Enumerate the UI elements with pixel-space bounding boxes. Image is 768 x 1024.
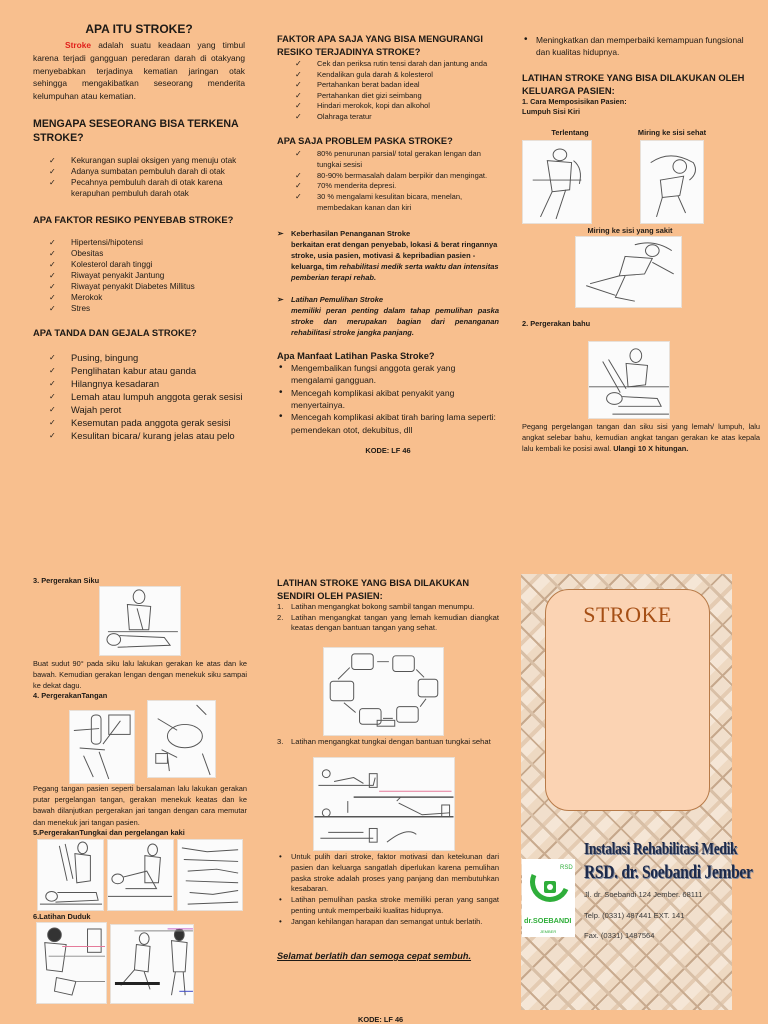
reduce-list [295,59,499,122]
list-item: ✓ Penglihatan kabur atau ganda [49,364,197,376]
self-exercise-list-continued [277,737,499,748]
hospital-name: RSD. dr. Soebandi Jember [584,862,753,883]
check-icon: ✓ [295,69,302,79]
list-item: ➢ Latihan Pemulihan Stroke memiliki peran penting dalam tahap pemulihan paska stroke dan merupakan bagian dari penanganan rehabilitasi stroke jangka panjang. [277,294,499,337]
list-item: ✓ Hilangnya kesadaran [49,377,160,389]
document-code-footer: KODE: LF 46 [358,1015,404,1024]
list-item: ✓ 80-90% bermasalah dalam berpikir dan mengingat. [295,170,488,180]
heading-benefits: Apa Manfaat Latihan Paska Stroke? [277,350,435,361]
check-icon: ✓ [49,281,56,291]
list-item: ✓ Merokok [49,292,103,302]
check-icon: ✓ [49,352,56,362]
bullet-icon: • [279,361,283,373]
positioning-sub: Lumpuh Sisi Kiri [522,106,580,116]
list-item: • Mencegah komplikasi akibat tirah baring lama seperti: pemendekan otot, dekubitus, dll [279,411,496,435]
list-item: ✓ Kesulitan bicara/ kurang jelas atau pelo [49,429,235,441]
bullet-icon: • [279,895,282,905]
cover-title: STROKE [583,602,672,627]
hospital-phone: Telp. (0331) 487441 EXT. 141 [584,911,685,920]
list-item: ✓ Kekurangan suplai oksigen yang menuju otak [49,155,237,165]
illustration-ankle-movement [177,839,243,911]
panel-what-is-stroke [33,22,245,442]
bullet-icon: • [524,34,528,45]
cover-title-frame [545,589,710,811]
list-item: ✓ Pusing, bingung [49,351,139,363]
check-icon: ✓ [295,111,302,121]
panel-family-exercises [522,34,752,117]
list-item: • Meningkatkan dan memperbaiki kemampuan fungsional dan kualitas hidupnya. [524,34,744,58]
benefits-list-continued [522,34,752,59]
caption-sick-side: Miring ke sisi yang sakit [587,226,673,235]
list-item: ✓ Lemah atau lumpuh anggota gerak sesisi [49,390,243,402]
svg-text:RSD: RSD [560,865,573,871]
illustration-hand-movement-1 [69,710,135,784]
check-icon: ✓ [49,166,56,176]
list-item: ✓ Obesitas [49,248,104,258]
illustration-leg-movement-2 [107,839,174,911]
illustration-side-lying-healthy [640,140,704,224]
hand-heading: 4. PergerakanTangan [33,691,108,700]
check-icon: ✓ [295,80,302,89]
farewell-message: Selamat berlatih dan semoga cepat sembuh. [277,951,472,961]
list-item: ✓ Wajah perot [49,403,122,415]
intro-text: adalah suatu keadaan yang timbul karena terjadi gangguan peredaran darah di otakyang menyebabkan terjadinya kematian jaringan otak sehingga mengakibatkan seseorang menderita kelumpuhan atau kematian. [33,40,245,102]
check-icon: ✓ [49,177,56,187]
intro-paragraph [33,39,245,103]
closing-notes [277,852,499,928]
list-item: ✓ Olahraga teratur [295,111,372,121]
positioning-heading: 1. Cara Memposisikan Pasien: [522,96,627,106]
why-list [49,155,245,199]
check-icon: ✓ [295,192,302,202]
arrow-bullet-icon: ➢ [277,294,284,304]
caption-healthy-side: Miring ke sisi sehat [637,128,707,137]
illustration-side-lying-affected [575,236,682,308]
risk-list [49,237,245,314]
list-item: 3. Latihan mengangkat tungkai dengan bantuan tungkai sehat [277,737,491,746]
list-item: • Mencegah komplikasi akibat penyakit yang menyertainya. [279,386,455,410]
list-item: ✓ Stres [49,303,91,313]
heading-reduce-risk: FAKTOR APA SAJA YANG BISA MENGURANGI RESIKO TERJADINYA STROKE? [277,34,483,57]
panel-self-exercises [277,577,499,634]
heading-risk-factors: APA FAKTOR RESIKO PENYEBAB STROKE? [33,213,234,225]
check-icon: ✓ [49,259,56,269]
hospital-fax: Fax. (0331) 1487564 [584,931,655,940]
check-icon: ✓ [295,170,302,180]
shoulder-heading: 2. Pergerakan bahu [522,319,591,328]
bullet-icon: • [279,411,283,423]
list-item: 2. Latihan mengangkat tangan yang lemah kemudian diangkat keatas dengan bantuan tangan yang sehat. [277,612,499,632]
heading-why-stroke: MENGAPA SESEORANG BISA TERKENA STROKE? [33,117,239,144]
list-item: ✓ 70% menderita depresi. [295,181,397,191]
shoulder-instructions: Pegang pergelangan tangan dan siku sisi yang lemah/ lumpuh, lalu angkat selebar bahu, kemudian angkat tangan gerakan ke atas kepala lalu kembali ke posisi awal. Ulangi 10 X hitungan. [522,422,760,454]
treatment-notes [277,228,499,338]
document-code: KODE: LF 46 [365,446,411,456]
list-item: ✓ 30 % mengalami kesulitan bicara, menelan, membedakan kanan dan kiri [295,192,463,212]
list-item: ✓ Riwayat penyakit Jantung [49,270,165,280]
check-icon: ✓ [49,365,56,375]
exercise-heading: Latihan Pemulihan Stroke [291,294,384,304]
bullet-icon: • [279,386,283,398]
check-icon: ✓ [49,248,56,258]
check-icon: ✓ [49,391,56,401]
check-icon: ✓ [295,90,302,100]
check-icon: ✓ [49,404,56,414]
list-item: ✓ Pecahnya pembuluh darah di otak karena kerapuhan pembuluh darah otak [49,177,223,198]
check-icon: ✓ [49,292,56,302]
check-icon: ✓ [295,101,302,110]
list-item: • Jangan kehilangan harapan dan semangat untuk berlatih. [279,916,483,926]
list-item: ✓ Cek dan periksa rutin tensi darah dan jantung anda [295,59,488,68]
hospital-logo-icon [522,859,575,937]
check-icon: ✓ [49,303,56,313]
hand-instructions: Pegang tangan pasien seperti bersalaman lalu lakukan gerakan putar pergelangan tangan, gerakan menekuk keatas dan ke bawah dilanjutkan pergerakan jari tangan dengan cara memutar dan menekuk jari tangan pasien. [33,784,247,827]
svg-text:JEMBER: JEMBER [540,929,557,934]
check-icon: ✓ [49,378,56,388]
list-item: • Latihan pemulihan paska stroke memiliki peran yang sangat penting untuk memperbaiki kualitas hidupnya. [279,895,499,915]
list-item: ✓ Hipertensi/hipotensi [49,237,143,247]
check-icon: ✓ [295,149,302,158]
check-icon: ✓ [49,417,56,427]
arrow-bullet-icon: ➢ [277,228,284,238]
elbow-instructions: Buat sudut 90° pada siku lalu lakukan gerakan ke atas dan ke bawah. Kemudian gerakan lengan dengan menekuk siku sampai ke dekat dagu. [33,659,247,691]
heading-family-exercises: LATIHAN STROKE YANG BISA DILAKUKAN OLEH KELUARGA PASIEN: [522,71,745,96]
panel-risk-reduction [277,33,499,455]
caption-supine: Terlentang [551,128,589,137]
check-icon: ✓ [295,59,302,68]
check-icon: ✓ [49,155,56,165]
sitting-heading: 6.Latihan Duduk [33,912,91,921]
illustration-leg-lift-exercise [313,757,455,851]
illustration-leg-movement-1 [37,839,104,911]
heading-signs-symptoms: APA TANDA DAN GEJALA STROKE? [33,326,197,338]
illustration-hand-movement-2 [147,700,216,778]
check-icon: ✓ [49,270,56,280]
bullet-icon: • [279,852,282,861]
check-icon: ✓ [295,181,302,191]
illustration-supine-position [522,140,592,224]
illustration-elbow-movement [99,586,181,656]
list-item: • Mengembalikan fungsi anggota gerak yang mengalami gangguan. [279,361,456,386]
list-item: ✓ Riwayat penyakit Diabetes Millitus [49,281,195,291]
hospital-address: Jl. dr. Soebandi 124 Jember. 68111 [584,890,703,899]
benefits-list [277,362,499,436]
check-icon: ✓ [49,430,56,440]
illustration-sitting-exercise-2 [110,924,194,1004]
list-item: ✓ Kolesterol darah tinggi [49,259,153,269]
institution-name: Instalasi Rehabilitasi Medik [584,839,738,858]
list-item: 1. Latihan mengangkat bokong sambil tangan menumpu. [277,602,475,611]
list-item: ✓ Pertahankan diet gizi seimbang [295,90,422,100]
list-item: ✓ Kesemutan pada anggota gerak sesisi [49,416,231,428]
title-what-is-stroke: APA ITU STROKE? [85,22,193,36]
heading-post-stroke-problems: APA SAJA PROBLEM PASKA STROKE? [277,136,453,146]
list-item: ✓ Adanya sumbatan pembuluh darah di otak [49,166,225,176]
elbow-heading: 3. Pergerakan Siku [33,576,100,585]
leg-heading: 5.PergerakanTungkai dan pergelangan kaki [33,828,185,837]
check-icon: ✓ [49,237,56,247]
list-item: ✓ Pertahankan berat badan ideal [295,80,420,89]
bullet-icon: • [279,916,282,926]
illustration-sitting-exercise-1 [36,922,107,1004]
list-item: ➢ Keberhasilan Penanganan Stroke berkaitan erat dengan penyebab, lokasi & berat ringannya stroke, usia pasien, motivasi & kepribadian pasien -keluarga, tim rehabilitasi medik serta waktu dan intensitas pemberian terapi rehab. [277,228,499,282]
self-exercise-list [277,602,499,634]
problem-list [295,149,499,214]
list-item: ✓ Hindari merokok, kopi dan alkohol [295,101,430,110]
heading-self-exercises: LATIHAN STROKE YANG BISA DILAKUKAN SENDIRI OLEH PASIEN: [277,578,470,601]
svg-text:dr.SOEBANDI: dr.SOEBANDI [524,916,572,925]
stroke-keyword: Stroke [65,40,92,50]
signs-list [49,351,245,442]
illustration-shoulder-movement [588,341,670,419]
list-item: • Untuk pulih dari stroke, faktor motivasi dan ketekunan dari pasien dan keluarga sangatlah diperlukan karena pemulihan paska stroke adalah proses yang panjang dan membutuhkan kesabaran. [279,852,499,894]
illustration-arm-lift-cycle [323,647,444,736]
list-item: ✓ 80% penurunan parsial/ total gerakan lengan dan tungkai sesisi [295,149,481,169]
hospital-logo [522,859,575,937]
success-heading: Keberhasilan Penanganan Stroke [291,228,411,238]
list-item: ✓ Kendalikan gula darah & kolesterol [295,69,433,79]
